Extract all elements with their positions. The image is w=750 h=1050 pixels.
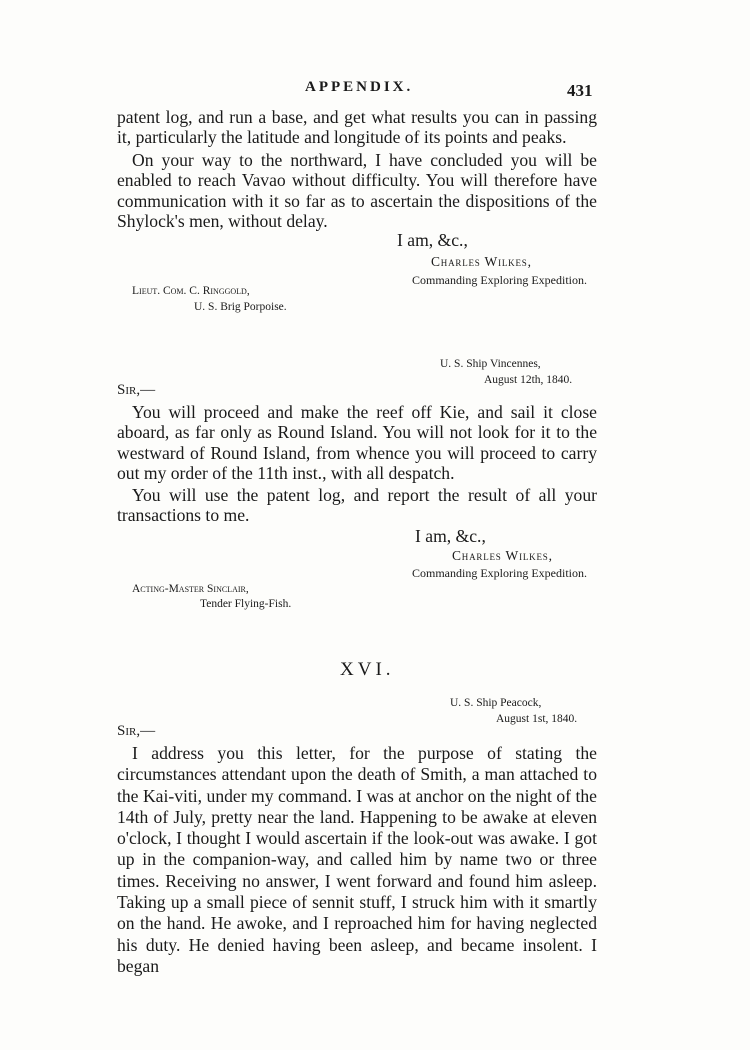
- letter3-place: U. S. Ship Peacock,: [450, 697, 542, 709]
- letter2-salutation: Sir,—: [117, 382, 156, 398]
- letter1-signature: Charles Wilkes,: [431, 254, 532, 269]
- letter3-paragraph: I address you this letter, for the purpose of stating the circumstances attendant upon the death of Smith, a man attached to the Kai-viti, under my command. I was at anchor on the night of the 14th of July, pretty near the land. Happening to be awake at eleven o'clock, I thought I would ascertain if the look-out was awake. I got up in the companion-way, and called him by name two or three times. Receiving no answer, I went forward and found him asleep. Taking up a small piece of sennit stuff, I struck him with it smartly on the hand. He awoke, and I reproached him for having neglected his duty. He denied having been asleep, and became insolent. I began: [117, 743, 597, 976]
- letter2-paragraph-1: You will proceed and make the reef off Kie, and sail it close aboard, as far only as Round Island. You will not look for it to the westward of Round Island, from whence you will proceed to carry out my order of the 11th inst., with all despatch.: [117, 402, 597, 483]
- letter1-paragraph: On your way to the northward, I have concluded you will be enabled to reach Vavao without difficulty. You will therefore have communication with it so far as to ascertain the dispositions of the Shylock's men, without delay.: [117, 150, 597, 231]
- letter2-place: U. S. Ship Vincennes,: [440, 358, 541, 370]
- letter1-addressee-name: Lieut. Com. C. Ringgold,: [132, 285, 250, 297]
- letter2-date: August 12th, 1840.: [484, 374, 573, 386]
- letter1-closing: I am, &c.,: [397, 230, 468, 250]
- letter2-paragraph-2: You will use the patent log, and report the result of all your transactions to me.: [117, 485, 597, 526]
- letter2-closing: I am, &c.,: [415, 526, 486, 546]
- letter2-addressee-ship: Tender Flying-Fish.: [200, 598, 292, 610]
- running-head: APPENDIX.: [305, 79, 414, 95]
- letter1-continuation: patent log, and run a base, and get what results you can in passing it, particularly the latitude and longitude of its points and peaks.: [117, 107, 597, 148]
- letter2-addressee-name: Acting-Master Sinclair,: [132, 583, 249, 595]
- letter3-date: August 1st, 1840.: [496, 713, 578, 725]
- letter1-signature-title: Commanding Exploring Expedition.: [412, 273, 587, 287]
- section-number: XVI.: [340, 659, 395, 680]
- letter2-signature-title: Commanding Exploring Expedition.: [412, 566, 587, 580]
- letter3-salutation: Sir,—: [117, 723, 156, 739]
- letter1-addressee-ship: U. S. Brig Porpoise.: [194, 301, 287, 313]
- page-number: 431: [567, 81, 593, 100]
- letter2-signature: Charles Wilkes,: [452, 548, 553, 563]
